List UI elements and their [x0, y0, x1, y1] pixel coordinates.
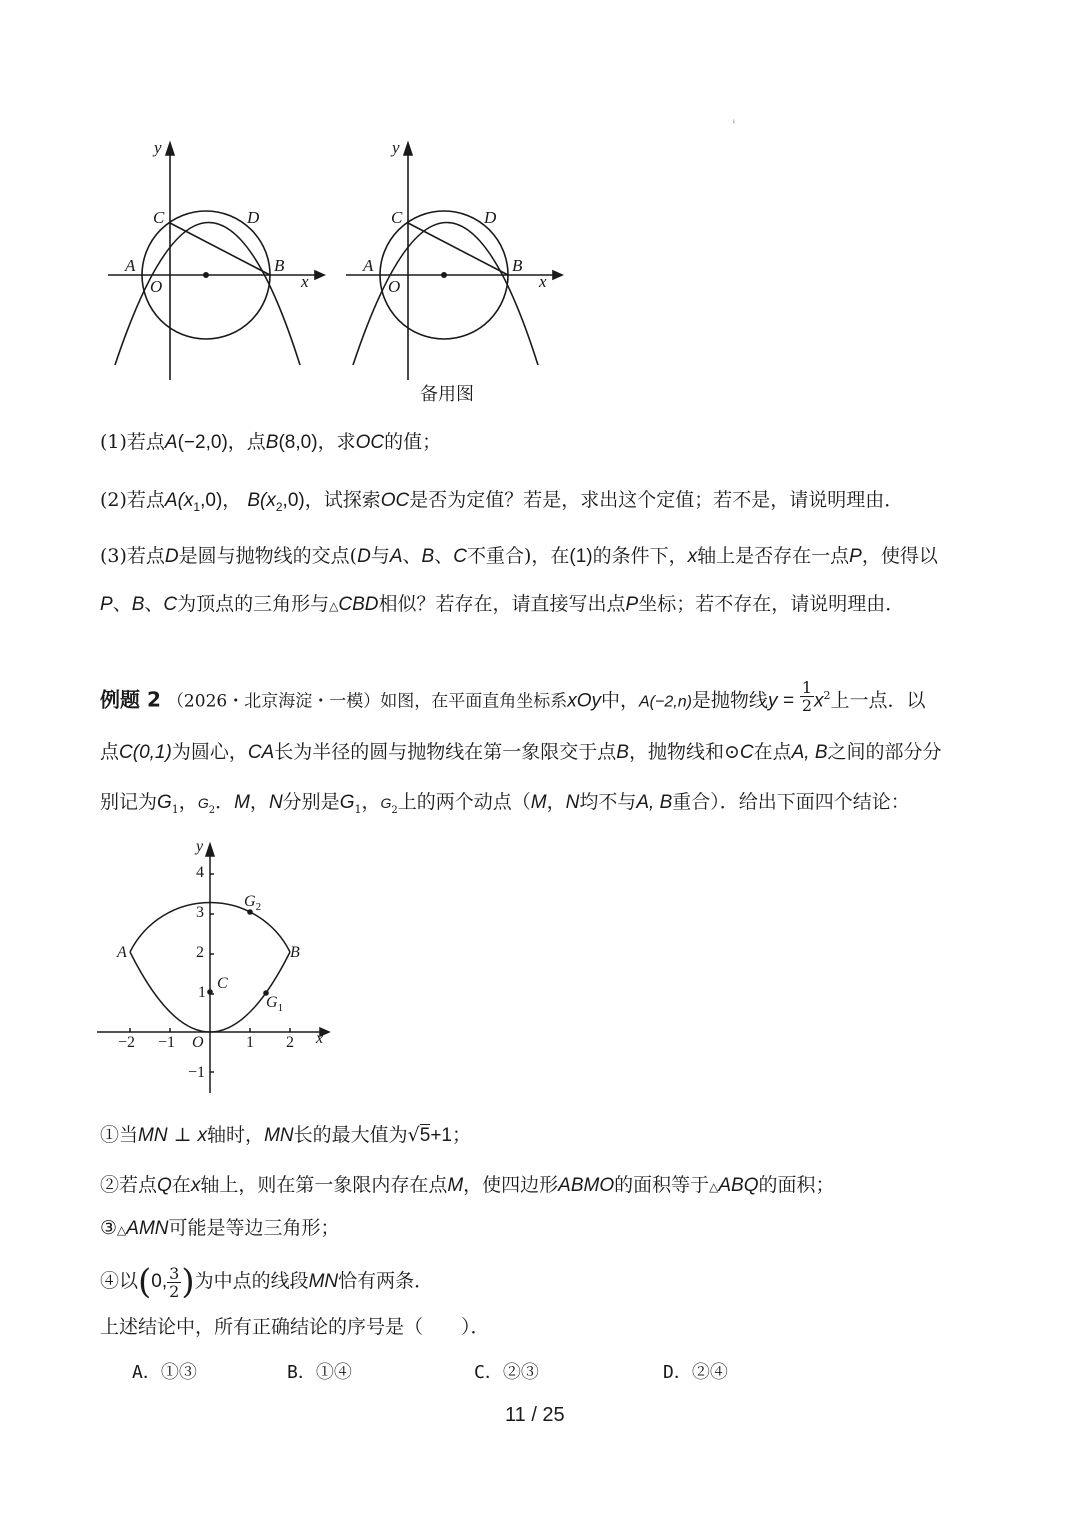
fig1r-label-O: O	[388, 277, 401, 296]
conclusion-1: ①当MN ⊥ x轴时，MN长的最大值为√5+1；	[100, 1124, 471, 1146]
question-1: (1)若点A(−2,0)，点B(8,0)，求OC的值；	[100, 431, 442, 453]
fig1-label-x: x	[301, 272, 309, 291]
segment-cb	[170, 223, 270, 275]
fig1r-label-A: A	[363, 256, 374, 275]
fig2-xtick-neg1: −1	[158, 1034, 176, 1051]
fig2-label-A: A	[117, 944, 127, 961]
fig2-ytick-2: 2	[196, 944, 204, 961]
fig2-xtick-neg2: −2	[118, 1034, 136, 1051]
fig2-label-B: B	[290, 944, 300, 961]
fig2-ylabel: y	[196, 838, 204, 855]
figure2	[95, 838, 335, 1098]
fig1r-label-x: x	[539, 272, 547, 291]
question-3-line2: P、B、C为顶点的三角形与△CBD相似？若存在，请直接写出点P坐标；若不存在，请说明理由．	[100, 593, 905, 615]
parabola	[115, 223, 300, 366]
stray-mark: ᵢ	[733, 116, 735, 126]
figure-caption: 备用图	[420, 384, 474, 405]
fig1r-label-D: D	[484, 208, 497, 227]
fig1r-label-B: B	[512, 256, 523, 275]
question-3-line1: (3)若点D是圆与抛物线的交点(D与A、B、C不重合)，在(1)的条件下，x轴上是否存在一点P，使得以	[100, 545, 938, 567]
choice-b[interactable]: B．①④	[287, 1362, 352, 1383]
fig1-label-O: O	[150, 277, 163, 296]
fig2-label-C: C	[217, 975, 228, 992]
fig2-label-G2: $G_2$	[244, 893, 262, 914]
question-2: (2)若点$A(x_1,0)$， $B(x_2,0)$，试探索OC是否为定值？若是，求出这个定值；若不是，请说明理由．	[100, 489, 904, 514]
fig2-label-G1: $G_1$	[266, 994, 284, 1015]
fig2-xtick-2: 2	[286, 1034, 294, 1051]
fig1-label-C: C	[153, 208, 165, 227]
fig1-label-B: B	[274, 256, 285, 275]
fig1-label-y: y	[154, 138, 162, 157]
fig2-ytick-3: 3	[196, 904, 204, 921]
fig2-origin: O	[192, 1034, 204, 1051]
fig2-ytick-neg1: −1	[188, 1064, 206, 1081]
conclusion-4: ④以(0, $\frac{3}{2}$ )为中点的线段MN恰有两条．	[100, 1262, 434, 1302]
example2-line3: 别记为$G_1$，$G_2$．M，N分别是$G_1$，$G_2$上的两个动点（M，N均不与A, B重合）．给出下面四个结论：	[100, 791, 910, 816]
choice-d[interactable]: D．②④	[663, 1362, 728, 1383]
example2-line1: 例题 2 （2026・北京海淀・一模）如图，在平面直角坐标系xOy中，A(−2,n)是抛物线y = $\frac{1}{2}$ $x^2$上一点．以	[100, 677, 926, 715]
fig2-ytick-1: 1	[198, 984, 206, 1001]
example2-line2: 点C(0,1)为圆心，CA长为半径的圆与抛物线在第一象限交于点B，抛物线和⊙C在点A, B之间的部分分	[100, 741, 942, 763]
page-number: 11 / 25	[505, 1404, 565, 1426]
conclusion-3: ③△AMN可能是等边三角形；	[100, 1217, 340, 1239]
conclusion-2: ②若点Q在x轴上，则在第一象限内存在点M，使四边形ABMO的面积等于△ABQ的面积；	[100, 1174, 835, 1196]
fig2-ytick-4: 4	[196, 864, 204, 881]
example-title: 例题 2	[100, 687, 161, 712]
fig1-label-A: A	[125, 256, 136, 275]
fig2-xtick-1: 1	[246, 1034, 254, 1051]
choice-c[interactable]: C．②③	[474, 1362, 539, 1383]
fig1r-label-y: y	[392, 138, 400, 157]
choice-a[interactable]: A．①③	[132, 1362, 197, 1383]
fig2-xlabel: x	[316, 1030, 324, 1047]
question-prompt: 上述结论中，所有正确结论的序号是（ ）．	[100, 1316, 490, 1338]
fig1-label-D: D	[247, 208, 260, 227]
fig1r-label-C: C	[391, 208, 403, 227]
